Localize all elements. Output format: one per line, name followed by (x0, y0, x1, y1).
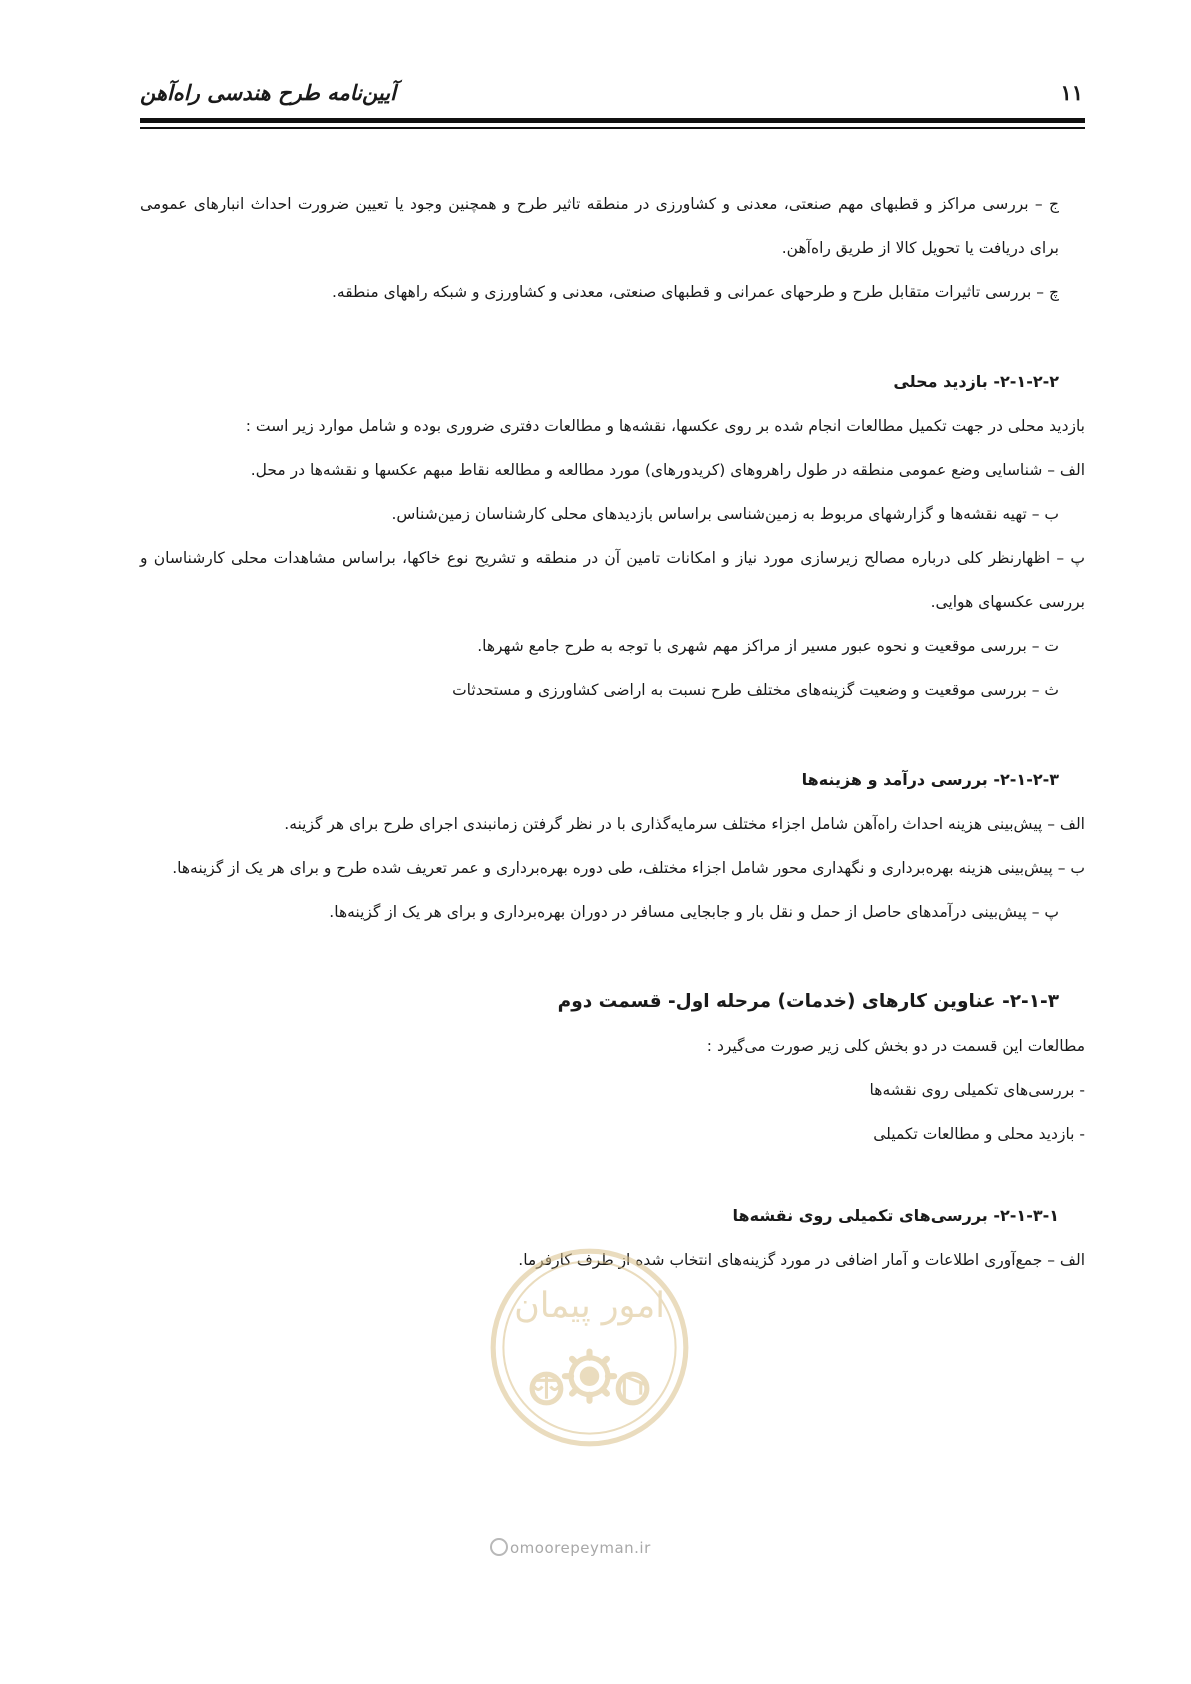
list-item: ت – بررسی موقعیت و نحوه عبور مسیر از مراکز مهم شهری با توجه به طرح جامع شهرها. (477, 637, 1059, 655)
list-item: ث – بررسی موقعیت و وضعیت گزینه‌های مختلف طرح نسبت به اراضی کشاورزی و مستحدثات (452, 681, 1059, 699)
list-item: چ – بررسی تاثیرات متقابل طرح و طرحهای عمرانی و قطبهای صنعتی، معدنی و کشاورزی و شبکه راههای منطقه. (331, 283, 1059, 301)
list-item: الف – جمع‌آوری اطلاعات و آمار اضافی در مورد گزینه‌های انتخاب شده از طرف کارفرما. (518, 1251, 1085, 1269)
paragraph: بازدید محلی در جهت تکمیل مطالعات انجام شده بر روی عکسها، نقشه‌ها و مطالعات دفتری ضروری بوده و شامل موارد زیر است : (245, 417, 1085, 435)
section-heading: ۲-۱-۲-۳- بررسی درآمد و هزینه‌ها (801, 770, 1059, 789)
section-heading: ۲-۱-۳-۱- بررسی‌های تکمیلی روی نقشه‌ها (732, 1206, 1059, 1225)
page-number: ۱۱ (1060, 80, 1083, 105)
watermark-url: omoorepeyman.ir (490, 1538, 651, 1557)
running-title: آیین‌نامه طرح هندسی راه‌آهن (140, 80, 396, 105)
list-item: ج – بررسی مراکز و قطبهای مهم صنعتی، معدنی و کشاورزی در منطقه تاثیر طرح و همچنین وجود یا تعیین ضرورت احداث انبارهای عمومی برای دریافت یا تحویل کالا از طریق راه‌آهن. (140, 195, 1059, 257)
seal-text: امور پیمان (514, 1285, 665, 1326)
bullet-item: - بازدید محلی و مطالعات تکمیلی (873, 1125, 1085, 1143)
header-rule-thick (140, 118, 1085, 123)
watermark-seal-icon (487, 1245, 692, 1450)
list-item: پ – پیش‌بینی درآمدهای حاصل از حمل و نقل بار و جابجایی مسافر در دوران بهره‌برداری و برای هر یک از گزینه‌ها. (329, 903, 1059, 921)
bullet-item: - بررسی‌های تکمیلی روی نقشه‌ها (869, 1081, 1085, 1099)
page-body (140, 182, 1085, 1282)
section-heading: ۲-۱-۳- عناوین کارهای (خدمات) مرحله اول- قسمت دوم (557, 991, 1059, 1012)
section-heading: ۲-۱-۲-۲- بازدید محلی (893, 372, 1059, 391)
list-item: ب – پیش‌بینی هزینه بهره‌برداری و نگهداری محور شامل اجزاء مختلف، طی دوره بهره‌برداری و عمر تعریف شده طرح و برای هر یک از گزینه‌ها. (172, 859, 1085, 877)
at-icon (490, 1538, 508, 1556)
list-item: الف – شناسایی وضع عمومی منطقه در طول راهروهای (کریدورهای) مورد مطالعه و مطالعه نقاط مبهم عکسها و نقشه‌ها در محل. (250, 461, 1085, 479)
header-rule-thin (140, 127, 1085, 129)
list-item: پ – اظهارنظر کلی درباره مصالح زیرسازی مورد نیاز و امکانات تامین آن در منطقه و تشریح نوع خاکها، براساس مشاهدات محلی کارشناسان و بررسی عکسهای هوایی. (140, 549, 1085, 611)
paragraph: مطالعات این قسمت در دو بخش کلی زیر صورت می‌گیرد : (706, 1037, 1085, 1055)
list-item: ب – تهیه نقشه‌ها و گزارشهای مربوط به زمین‌شناسی براساس بازدیدهای محلی کارشناسان زمین‌شناس. (391, 505, 1059, 523)
page-header (140, 80, 1085, 110)
list-item: الف – پیش‌بینی هزینه احداث راه‌آهن شامل اجزاء مختلف سرمایه‌گذاری با در نظر گرفتن زمانبندی اجرای طرح برای هر گزینه. (284, 815, 1085, 833)
